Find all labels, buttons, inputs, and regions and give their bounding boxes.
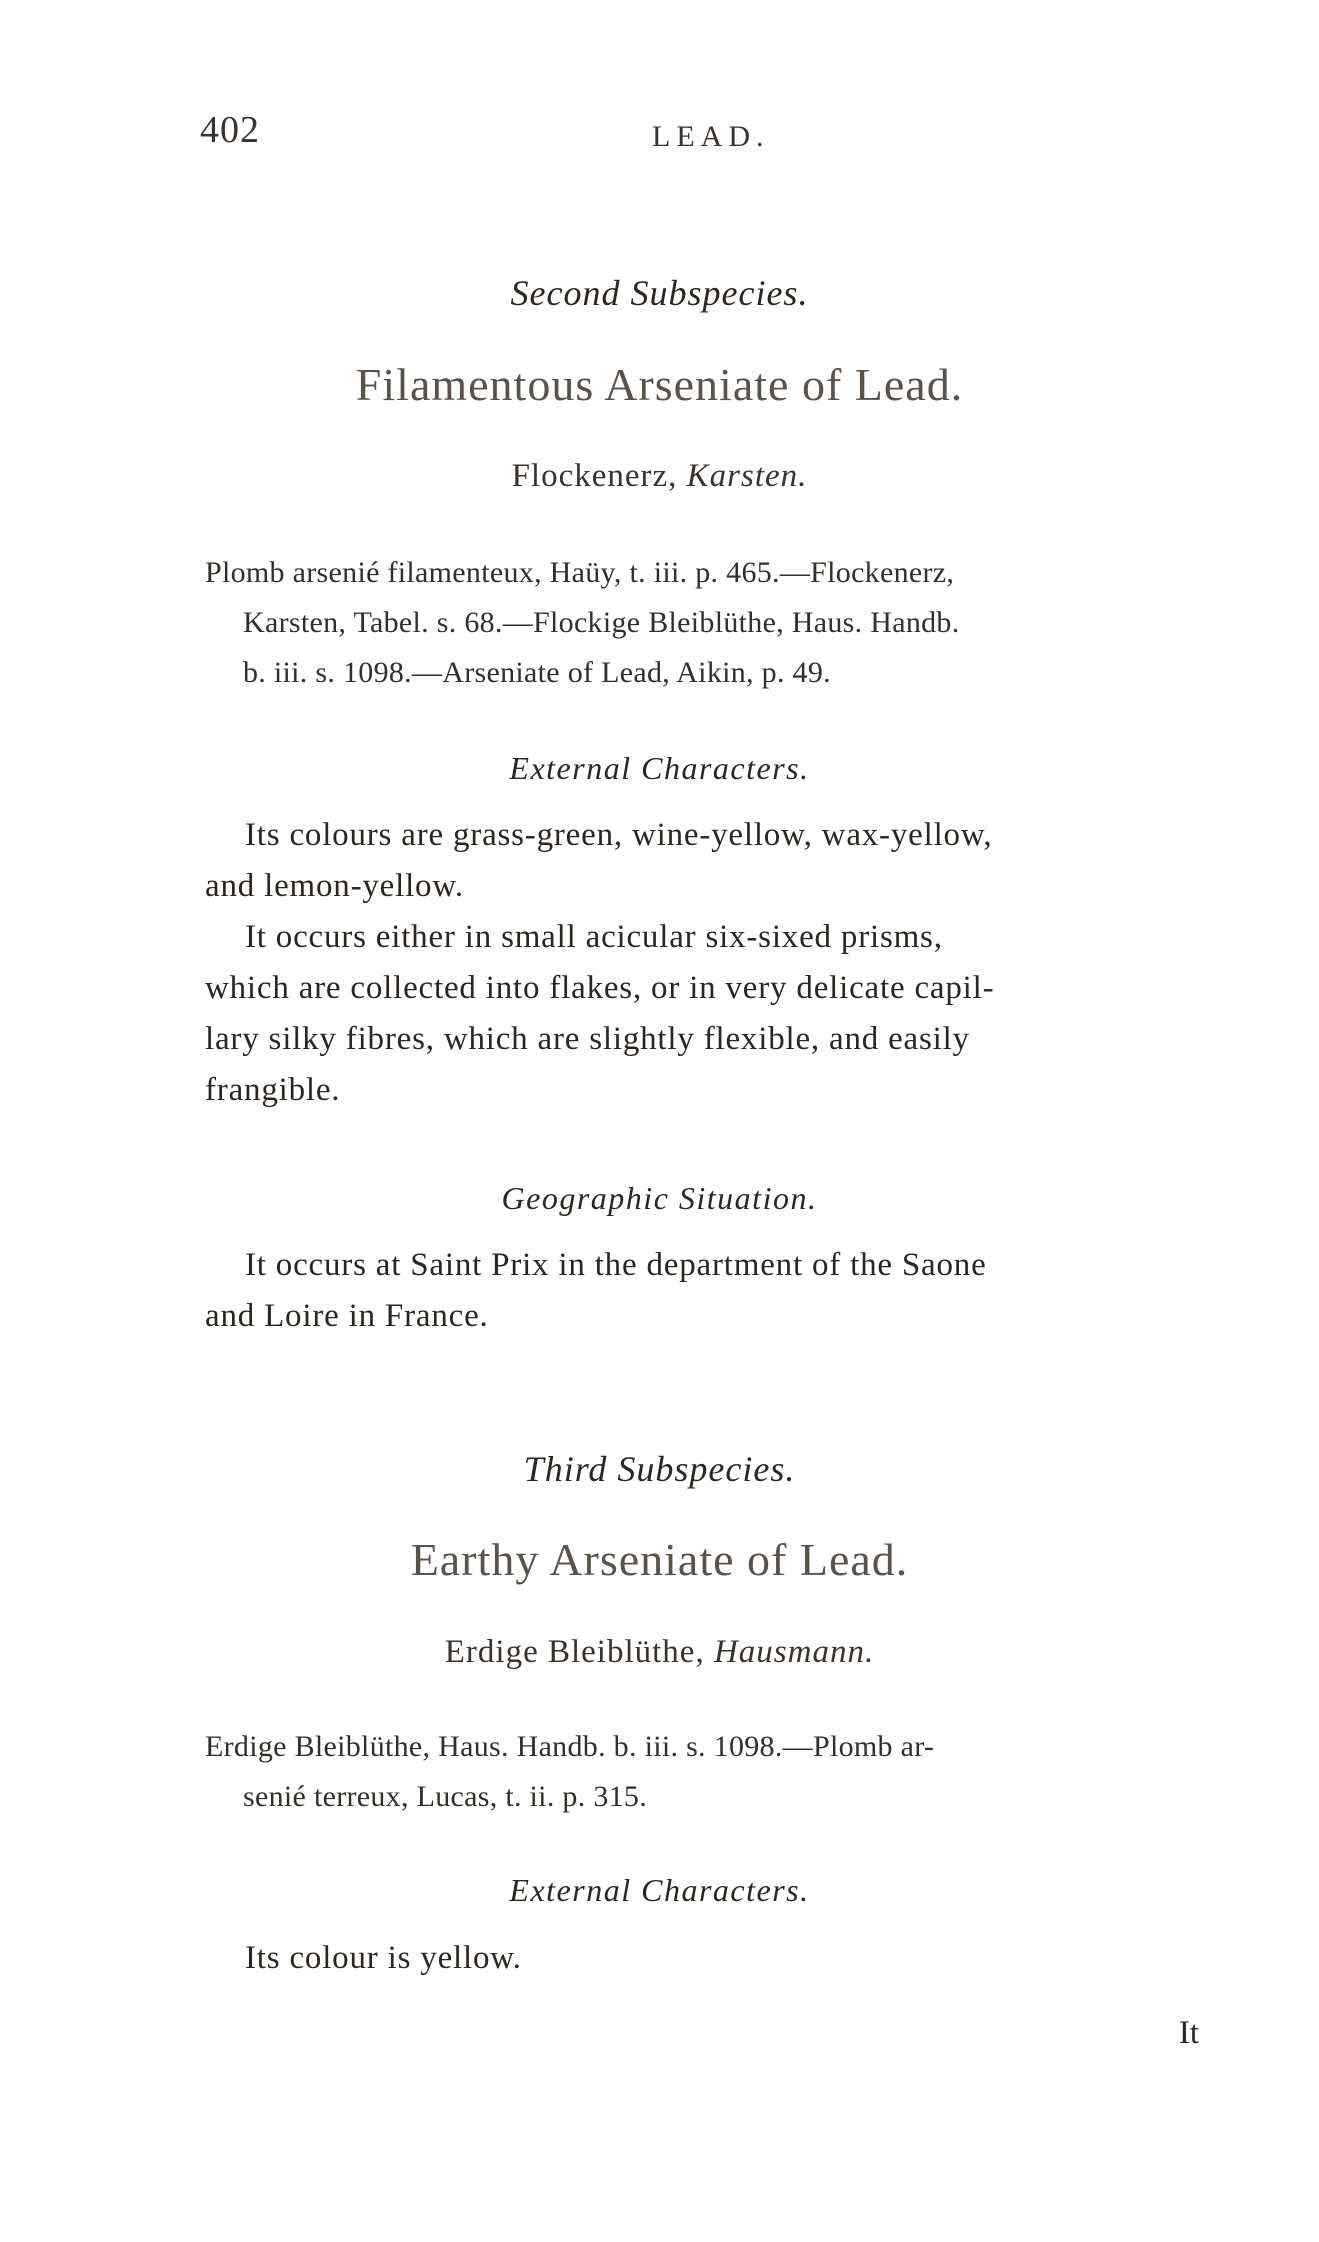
section-heading: External Characters. bbox=[509, 1872, 810, 1908]
german-name-text: Flockenerz, bbox=[511, 458, 678, 494]
synonymy-line: b. iii. s. 1098.—Arseniate of Lead, Aikin, p. 49. bbox=[243, 656, 831, 689]
body-line: Its colour is yellow. bbox=[245, 1940, 522, 1976]
synonymy-line: Karsten, Tabel. s. 68.—Flockige Bleiblüthe, Haus. Handb. bbox=[243, 606, 960, 639]
body-line: and Loire in France. bbox=[205, 1298, 489, 1334]
body-line: lary silky fibres, which are slightly flexible, and easily bbox=[205, 1021, 970, 1057]
synonymy-line: Erdige Bleiblüthe, Haus. Handb. b. iii. s. 1098.—Plomb ar- bbox=[205, 1730, 935, 1763]
species-title: Earthy Arseniate of Lead. bbox=[410, 1534, 909, 1585]
body-line: It occurs either in small acicular six-sixed prisms, bbox=[245, 919, 943, 955]
german-name-text: Erdige Bleiblüthe, bbox=[444, 1634, 705, 1670]
section-heading: External Characters. bbox=[509, 750, 810, 786]
body-line: and lemon-yellow. bbox=[205, 868, 464, 904]
german-name bbox=[0, 458, 1319, 495]
species-title: Filamentous Arseniate of Lead. bbox=[355, 359, 964, 410]
body-line: Its colours are grass-green, wine-yellow, wax-yellow, bbox=[245, 817, 993, 853]
synonymy-line: senié terreux, Lucas, t. ii. p. 315. bbox=[243, 1780, 648, 1813]
subspecies-label: Second Subspecies. bbox=[510, 273, 809, 313]
body-line: It occurs at Saint Prix in the department of the Saone bbox=[245, 1247, 987, 1283]
german-name-author: Hausmann. bbox=[713, 1634, 875, 1670]
running-head: LEAD. bbox=[652, 120, 770, 153]
german-name-author: Karsten. bbox=[686, 458, 808, 494]
page-number: 402 bbox=[200, 109, 260, 151]
body-line: which are collected into flakes, or in very delicate capil- bbox=[205, 970, 995, 1006]
section-heading: Geographic Situation. bbox=[501, 1180, 818, 1216]
synonymy-line: Plomb arsenié filamenteux, Haüy, t. iii. p. 465.—Flockenerz, bbox=[205, 556, 955, 589]
german-name bbox=[0, 1634, 1319, 1671]
subspecies-label: Third Subspecies. bbox=[523, 1449, 796, 1489]
body-line: frangible. bbox=[205, 1072, 341, 1108]
catchword: It bbox=[1178, 2015, 1199, 2051]
